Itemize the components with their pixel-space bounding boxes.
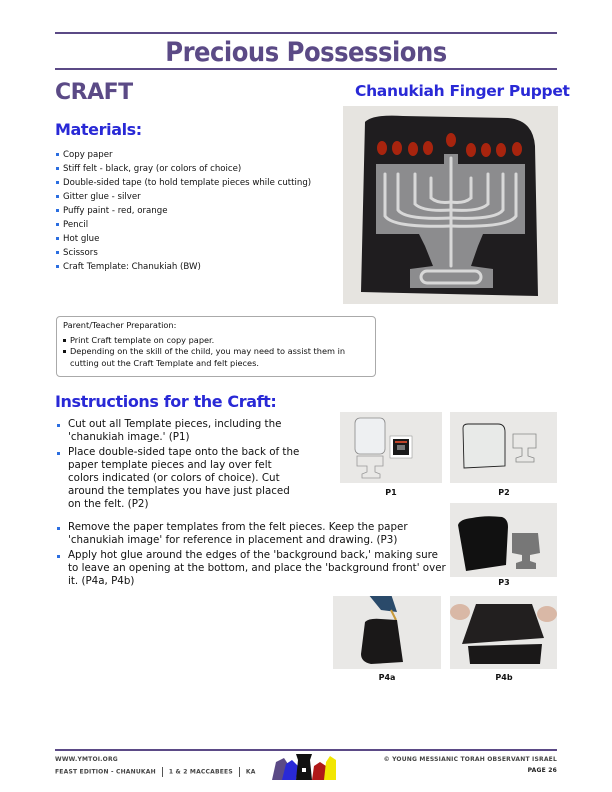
list-item: Depending on the skill of the child, you may need to assist them in cutting out the Craft Template and felt pieces.	[63, 346, 369, 369]
photo-p4b	[450, 596, 557, 669]
instructions-list-bottom	[56, 521, 448, 590]
list-item: Cut out all Template pieces, including the 'chanukiah image.' (P1)	[56, 418, 328, 444]
divider	[162, 767, 163, 777]
ymtoi-logo-icon	[270, 750, 342, 782]
page-title: Precious Possessions	[165, 37, 447, 68]
list-item: Craft Template: Chanukiah (BW)	[56, 260, 311, 274]
list-item: Print Craft template on copy paper.	[63, 335, 369, 347]
list-item: Remove the paper templates from the felt pieces. Keep the paper 'chanukiah image' for reference in placement and drawing. (P3)	[56, 521, 448, 547]
footer-website[interactable]: WWW.YMTOI.ORG	[55, 756, 118, 763]
list-item: Apply hot glue around the edges of the 'background back,' making sure to leave an opening at the bottom, and place the 'background front' over it. (P4a, P4b)	[56, 549, 448, 588]
header-rule-top	[55, 32, 557, 34]
caption-p4b: P4b	[495, 673, 513, 682]
section-title: CRAFT	[55, 80, 133, 105]
preparation-box	[56, 316, 376, 377]
divider	[239, 767, 240, 777]
instructions-list-top	[56, 418, 328, 513]
list-item: Pencil	[56, 218, 311, 232]
footer-edition-line	[55, 767, 256, 777]
footer-level: KA	[245, 768, 256, 776]
photo-p3	[450, 503, 557, 577]
footer-page-number: PAGE 26	[527, 767, 557, 774]
list-item: Copy paper	[56, 148, 311, 162]
footer-copyright: © YOUNG MESSIANIC TORAH OBSERVANT ISRAEL	[383, 756, 557, 763]
craft-title: Chanukiah Finger Puppet	[355, 82, 570, 100]
instructions-heading: Instructions for the Craft:	[55, 392, 277, 411]
footer-edition: FEAST EDITION - CHANUKAH	[55, 768, 156, 776]
list-item: Puffy paint - red, orange	[56, 204, 311, 218]
list-item: Stiff felt - black, gray (or colors of choice)	[56, 162, 311, 176]
header-rule-bottom	[55, 68, 557, 70]
list-item: Hot glue	[56, 232, 311, 246]
materials-heading: Materials:	[55, 120, 142, 139]
footer-book: 1 & 2 MACCABEES	[168, 768, 233, 776]
list-item: Scissors	[56, 246, 311, 260]
caption-p4a: P4a	[378, 673, 396, 682]
list-item: Double-sided tape (to hold template pieces while cutting)	[56, 176, 311, 190]
caption-p1: P1	[385, 488, 397, 497]
list-item: Place double-sided tape onto the back of the paper template pieces and lay over felt colors indicated (or colors of choice). Cut around the templates you have just placed on the felt. (P2)	[56, 446, 328, 511]
main-craft-photo	[343, 106, 558, 304]
photo-p4a	[333, 596, 441, 669]
preparation-heading: Parent/Teacher Preparation:	[63, 320, 177, 330]
photo-p2	[450, 412, 557, 483]
caption-p3: P3	[498, 578, 510, 587]
materials-list	[56, 148, 311, 274]
list-item: Gitter glue - silver	[56, 190, 311, 204]
photo-p1	[340, 412, 442, 483]
caption-p2: P2	[498, 488, 510, 497]
